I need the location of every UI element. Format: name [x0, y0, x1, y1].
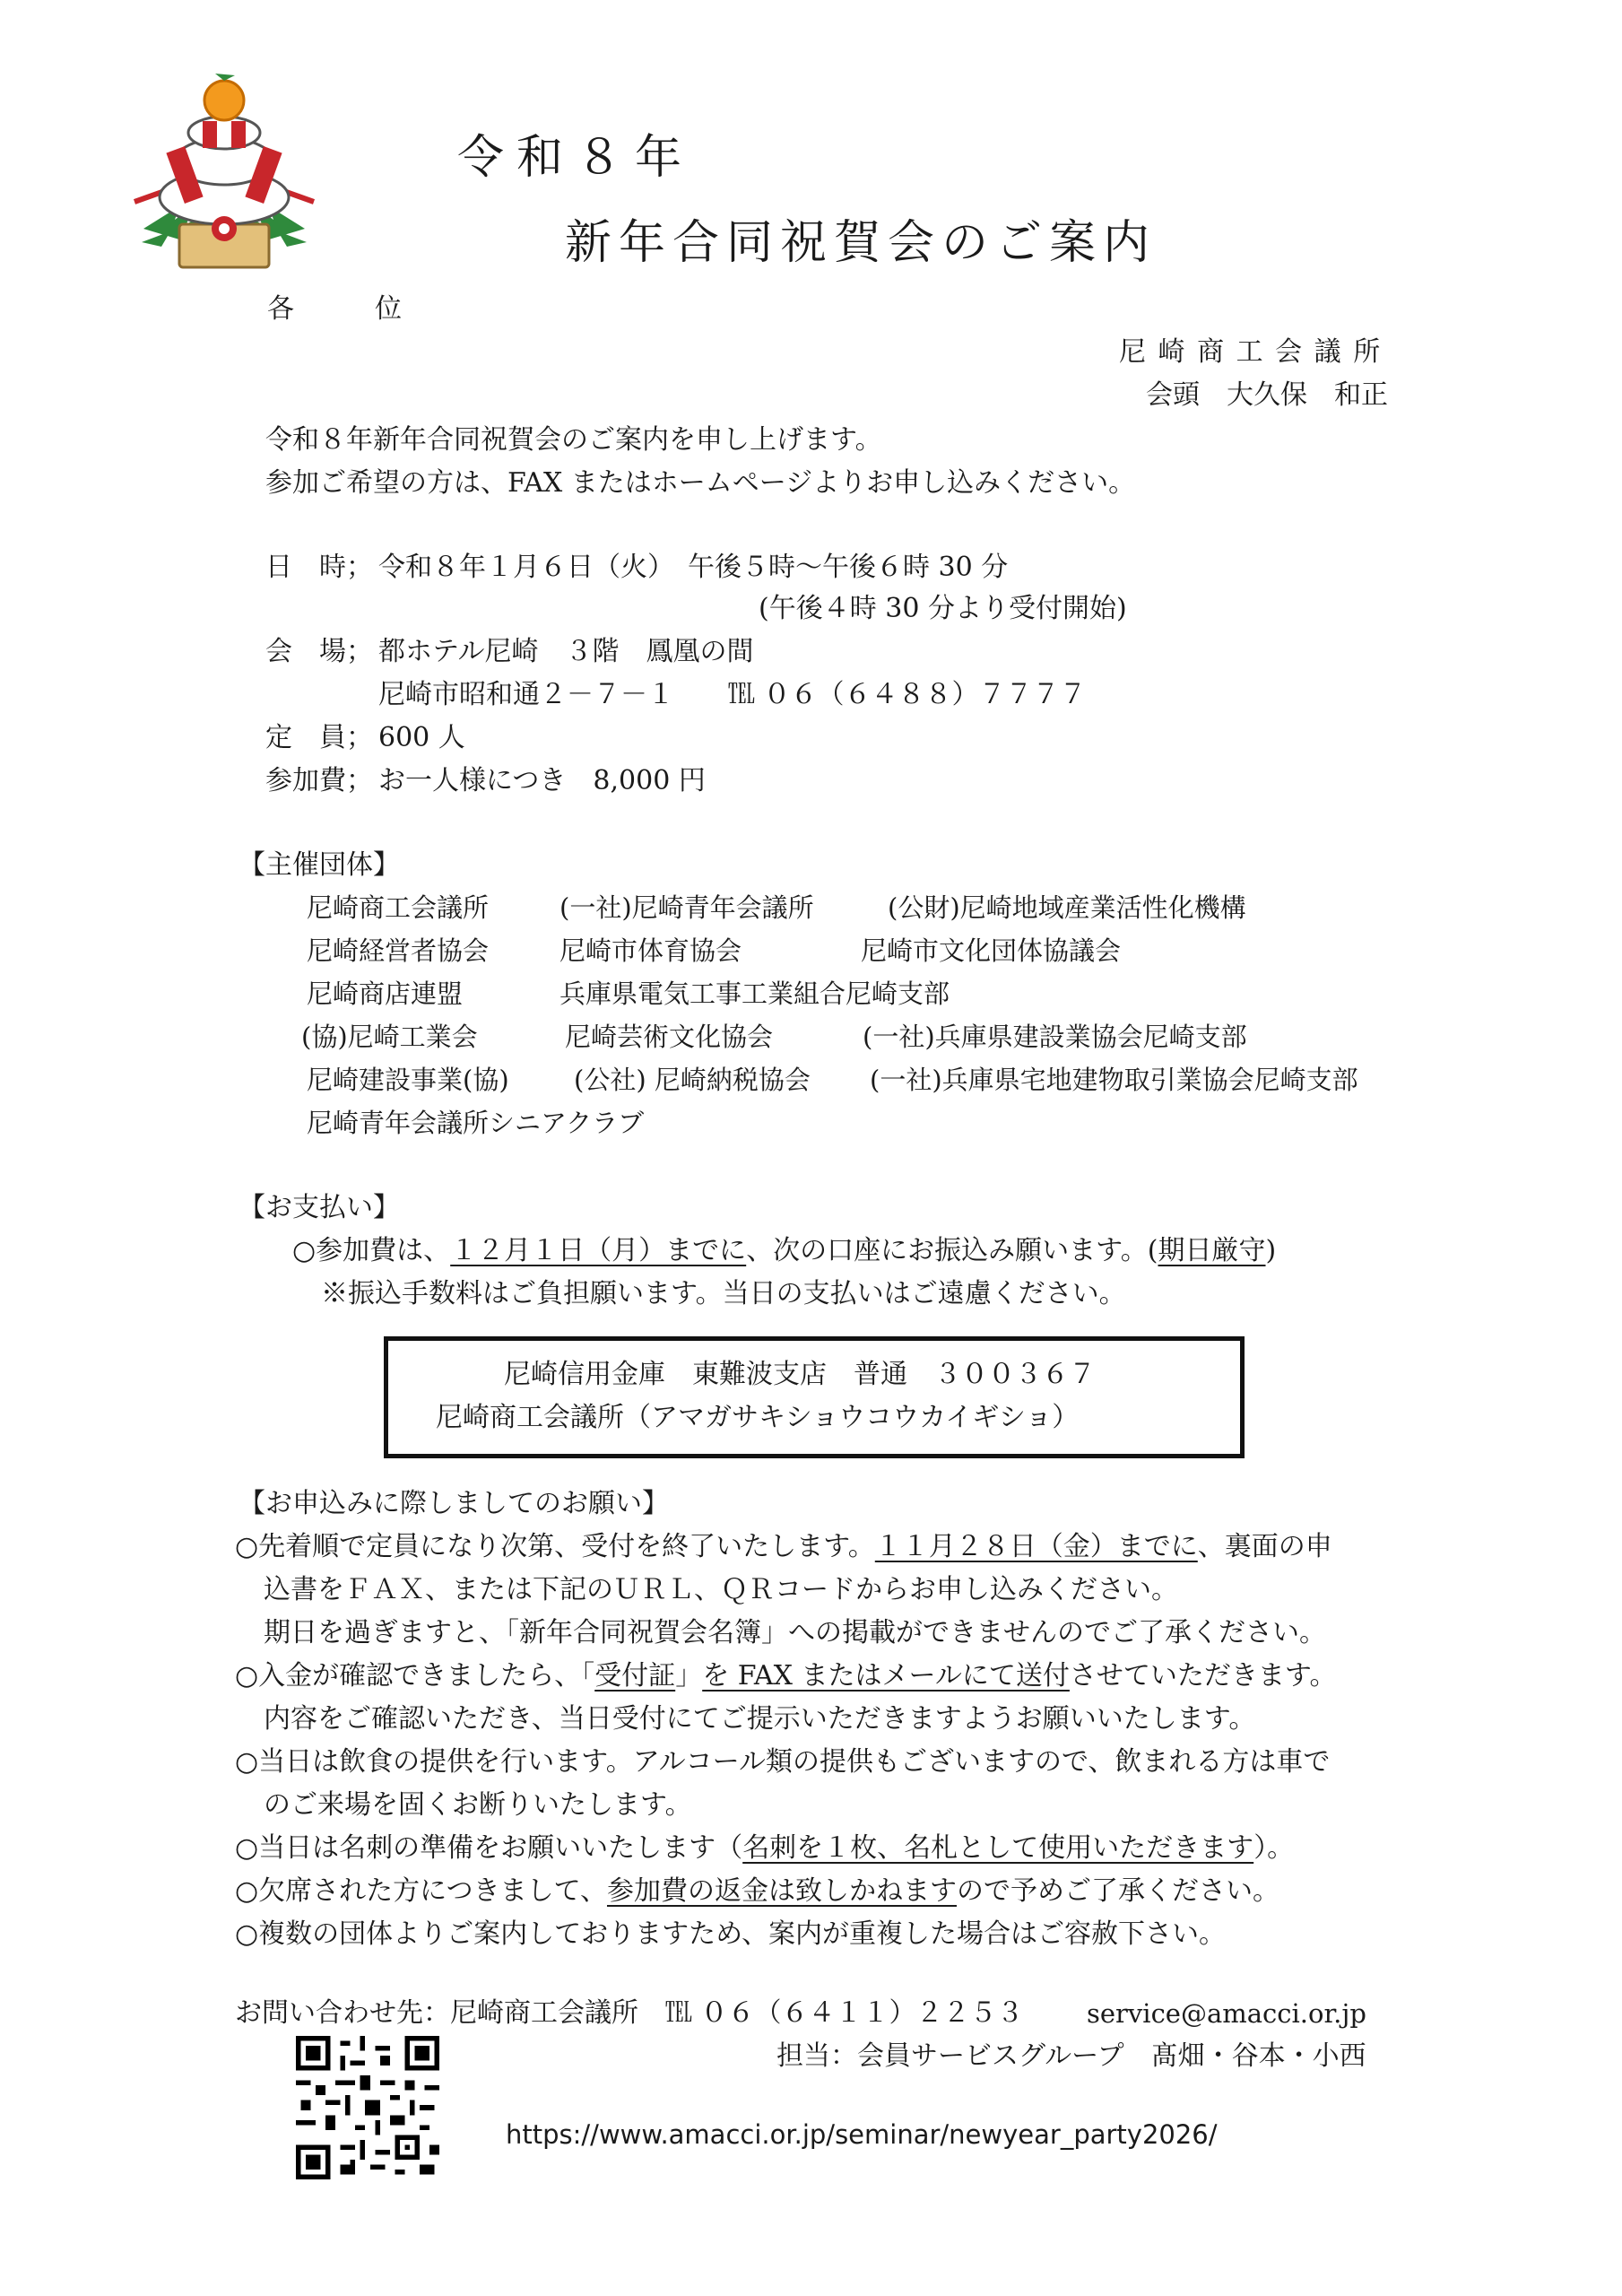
bank-account-box — [384, 1336, 1245, 1458]
kagami-mochi-illustration — [126, 72, 323, 278]
organizer-item: 尼崎商店連盟 — [307, 978, 464, 1009]
bank-account-line: 尼崎信用金庫 東難波支店 普通 ３００３６７ — [504, 1359, 1096, 1390]
request-1-end: 、裏面の申 — [1197, 1531, 1332, 1562]
organizer-item: 尼崎商工会議所 — [307, 892, 490, 923]
payment-line-1-mid: 、次の口座にお振込み願います。( — [746, 1235, 1158, 1266]
receipt-delivery: を FAX またはメールにて送付 — [702, 1660, 1070, 1692]
business-card-note: 名刺を１枚、名札として使用いただきます — [742, 1832, 1254, 1864]
organizer-item: 尼崎芸術文化協会 — [565, 1022, 774, 1052]
payment-line-1-pre: ○参加費は、 — [292, 1235, 451, 1266]
organizer-item: 尼崎市文化団体協議会 — [861, 935, 1122, 966]
request-4 — [235, 1832, 1295, 1864]
addressee: 各 位 — [267, 293, 402, 325]
request-2-line-a — [235, 1660, 1337, 1692]
payment-deadline: １２月１日（月）までに — [450, 1235, 747, 1266]
fee-value: お一人様につき 8,000 円 — [378, 765, 706, 796]
contact-staff: 担当：会員サービスグループ 髙畑・谷本・小西 — [776, 2040, 1366, 2072]
payment-line-2: ※振込手数料はご負担願います。当日の支払いはご遠慮ください。 — [321, 1278, 1126, 1309]
organizer-item: (協)尼崎工業会 — [301, 1022, 478, 1052]
intro-line-1: 令和８年新年合同祝賀会のご案内を申し上げます。 — [265, 424, 882, 456]
payment-strict: 期日厳守 — [1158, 1235, 1266, 1266]
fee-label: 参加費； — [265, 765, 373, 796]
contact-line: お問い合わせ先：尼崎商工会議所 ℡ ０６（６４１１）２２５３ — [235, 1997, 1024, 2029]
organizer-item: 尼崎市体育協会 — [559, 935, 742, 966]
organizer-item: (公社) 尼崎納税協会 — [574, 1065, 811, 1095]
organizers-heading: 【主催団体】 — [239, 849, 400, 881]
page-title: 新年合同祝賀会のご案内 — [565, 216, 1158, 270]
qr-code[interactable] — [296, 2036, 439, 2179]
organizer-item: (一社)兵庫県建設業協会尼崎支部 — [863, 1022, 1247, 1052]
request-4-pre: ○当日は名刺の準備をお願いいたします（ — [235, 1832, 743, 1864]
datetime-note: (午後４時 30 分より受付開始) — [759, 593, 1127, 624]
venue-address: 尼崎市昭和通２－７－１ ℡ ０６（６４８８）７７７７ — [378, 679, 1087, 710]
request-2-end: させていただきます。 — [1069, 1660, 1337, 1692]
contact-email[interactable]: service@amacci.or.jp — [1087, 1998, 1366, 2029]
capacity-label: 定 員； — [265, 722, 373, 753]
request-1-line-c: 期日を過ぎますと、「新年合同祝賀会名簿」への掲載ができませんのでご了承ください。 — [264, 1617, 1326, 1648]
organizer-item: 尼崎青年会議所シニアクラブ — [307, 1108, 645, 1138]
request-5 — [235, 1875, 1279, 1907]
capacity-value: 600 人 — [378, 722, 465, 753]
request-2-pre: ○入金が確認できましたら、「 — [235, 1660, 595, 1692]
venue-value: 都ホテル尼崎 ３階 鳳凰の間 — [378, 636, 754, 667]
requests-heading: 【お申込みに際しましてのお願い】 — [239, 1488, 669, 1519]
request-5-end: ので予めご了承ください。 — [956, 1875, 1279, 1907]
organizer-item: 尼崎建設事業(協) — [307, 1065, 509, 1095]
intro-line-2: 参加ご希望の方は、FAX またはホームページよりお申し込みください。 — [265, 467, 1136, 499]
request-1-pre: ○先着順で定員になり次第、受付を終了いたします。 — [235, 1531, 875, 1562]
application-deadline: １１月２８日（金）までに — [874, 1531, 1198, 1562]
president-name: 会頭 大久保 和正 — [1146, 379, 1388, 411]
request-1-line-a — [235, 1531, 1332, 1562]
request-6: ○複数の団体よりご案内しておりますため、案内が重複した場合はご容赦下さい。 — [235, 1918, 1226, 1950]
request-5-pre: ○欠席された方につきまして、 — [235, 1875, 607, 1907]
organizer-item: 兵庫県電気工事工業組合尼崎支部 — [559, 978, 950, 1009]
no-refund-note: 参加費の返金は致しかねます — [606, 1875, 957, 1907]
request-2-mid: 」 — [675, 1660, 703, 1692]
organizer-name: 尼 崎 商 工 会 議 所 — [1119, 336, 1383, 368]
payment-line-1 — [292, 1235, 1277, 1266]
organizer-item: (公財)尼崎地域産業活性化機構 — [888, 892, 1246, 923]
application-url[interactable]: https://www.amacci.or.jp/seminar/newyear_party2026/ — [506, 2119, 1218, 2150]
organizer-item: (一社)尼崎青年会議所 — [559, 892, 814, 923]
venue-label: 会 場； — [265, 636, 373, 667]
request-2-line-b: 内容をご確認いただき、当日受付にてご提示いただきますようお願いいたします。 — [264, 1703, 1256, 1735]
payment-line-1-end: ) — [1265, 1235, 1277, 1266]
datetime-value: 令和８年１月６日（火） 午後５時～午後６時 30 分 — [378, 552, 1009, 583]
bank-account-holder: 尼崎商工会議所（アマガサキショウコウカイギショ） — [436, 1402, 1080, 1433]
request-4-end: ）。 — [1253, 1832, 1295, 1864]
datetime-label: 日 時； — [265, 552, 373, 583]
request-3-line-b: のご来場を固くお断りいたします。 — [264, 1789, 692, 1821]
receipt-card: 受付証 — [594, 1660, 676, 1692]
request-3-line-a: ○当日は飲食の提供を行います。アルコール類の提供もございますので、飲まれる方は車で — [235, 1746, 1331, 1778]
payment-heading: 【お支払い】 — [239, 1192, 400, 1223]
organizer-item: (一社)兵庫県宅地建物取引業協会尼崎支部 — [870, 1065, 1358, 1095]
request-1-line-b: 込書をＦＡＸ、または下記のＵＲＬ、ＱＲコードからお申し込みください。 — [264, 1574, 1178, 1605]
organizer-item: 尼崎経営者協会 — [307, 935, 490, 966]
title-year: 令和８年 — [457, 131, 695, 185]
